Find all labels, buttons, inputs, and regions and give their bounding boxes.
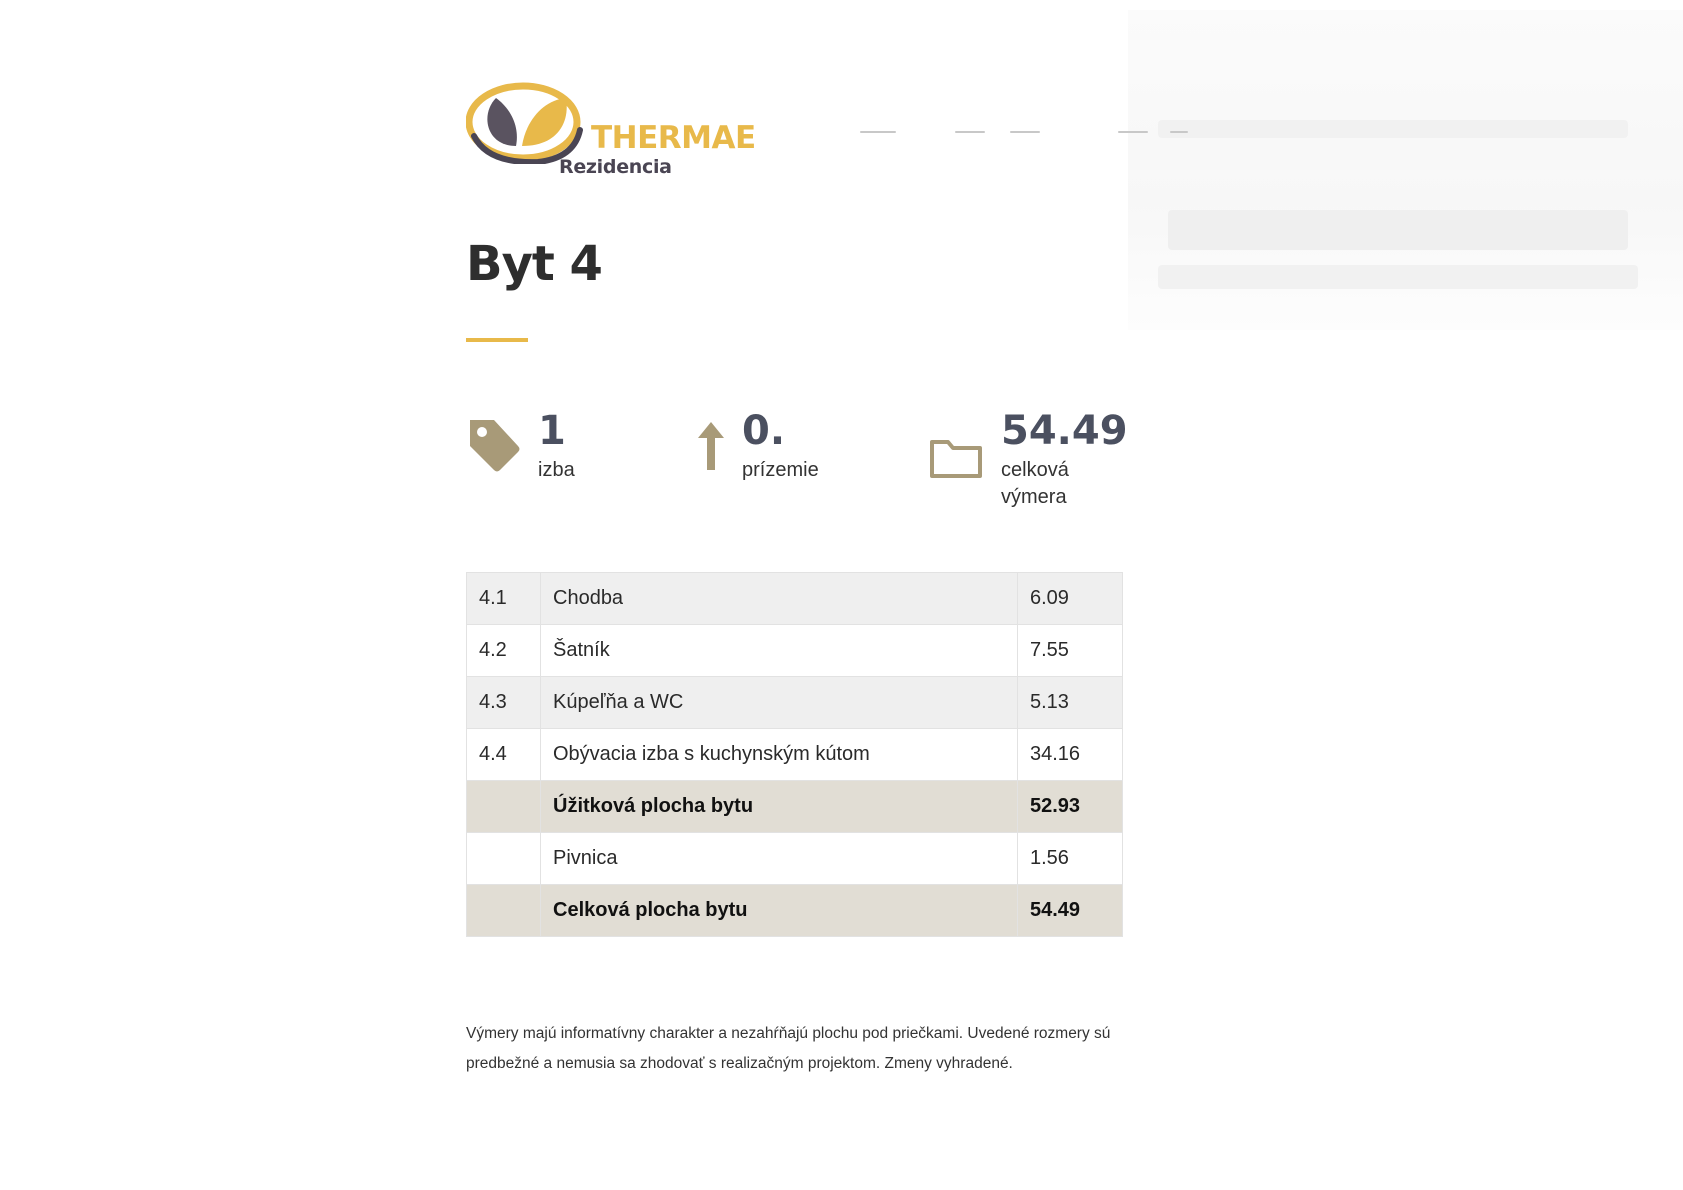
tag-icon xyxy=(466,416,522,474)
stat-rooms-value: 1 xyxy=(538,408,566,454)
table-row xyxy=(467,573,1123,625)
stat-rooms-label: izba xyxy=(538,459,575,481)
room-name: Obývacia izba s kuchynským kútom xyxy=(541,729,1018,781)
brand-subtitle: Rezidencia xyxy=(559,156,672,178)
total-area-label: Celková plocha bytu xyxy=(541,885,1018,937)
leaf-logo-icon xyxy=(466,82,591,164)
table-row xyxy=(467,677,1123,729)
room-name: Kúpeľňa a WC xyxy=(541,677,1018,729)
faded-navigation xyxy=(860,128,1220,138)
stat-floor-value: 0. xyxy=(742,408,786,454)
total-area-value: 54.49 xyxy=(1018,885,1123,937)
page-title: Byt 4 xyxy=(466,236,602,292)
table-row xyxy=(467,625,1123,677)
room-area: 5.13 xyxy=(1018,677,1123,729)
room-area: 7.55 xyxy=(1018,625,1123,677)
empty-cell xyxy=(467,781,541,833)
total-area-row xyxy=(467,885,1123,937)
disclaimer-note: Výmery majú informatívny charakter a nezahŕňajú plochu pod priečkami. Uvedené rozmery sú predbežné a nemusia sa zhodovať s realizačným projektom. Zmeny vyhradené. xyxy=(466,1025,1111,1072)
room-name: Šatník xyxy=(541,625,1018,677)
stat-floor-label: prízemie xyxy=(742,459,819,481)
cellar-row xyxy=(467,833,1123,885)
brand-name: THERMAE xyxy=(591,120,756,156)
title-underline xyxy=(466,338,528,342)
usable-area-value: 52.93 xyxy=(1018,781,1123,833)
room-area: 34.16 xyxy=(1018,729,1123,781)
room-area: 6.09 xyxy=(1018,573,1123,625)
stat-area-label: celková výmera xyxy=(1001,459,1069,508)
area-table xyxy=(466,572,1123,937)
cellar-value: 1.56 xyxy=(1018,833,1123,885)
stat-area-value: 54.49 xyxy=(1001,408,1128,454)
arrow-up-icon xyxy=(696,420,726,472)
usable-area-row xyxy=(467,781,1123,833)
room-number: 4.4 xyxy=(467,729,541,781)
room-number: 4.3 xyxy=(467,677,541,729)
usable-area-label: Úžitková plocha bytu xyxy=(541,781,1018,833)
room-number: 4.1 xyxy=(467,573,541,625)
folder-icon xyxy=(928,436,984,480)
cellar-label: Pivnica xyxy=(541,833,1018,885)
empty-cell xyxy=(467,885,541,937)
table-row xyxy=(467,729,1123,781)
room-name: Chodba xyxy=(541,573,1018,625)
room-number: 4.2 xyxy=(467,625,541,677)
empty-cell xyxy=(467,833,541,885)
faded-header-image xyxy=(1128,10,1683,330)
brand-logo[interactable] xyxy=(466,82,766,182)
